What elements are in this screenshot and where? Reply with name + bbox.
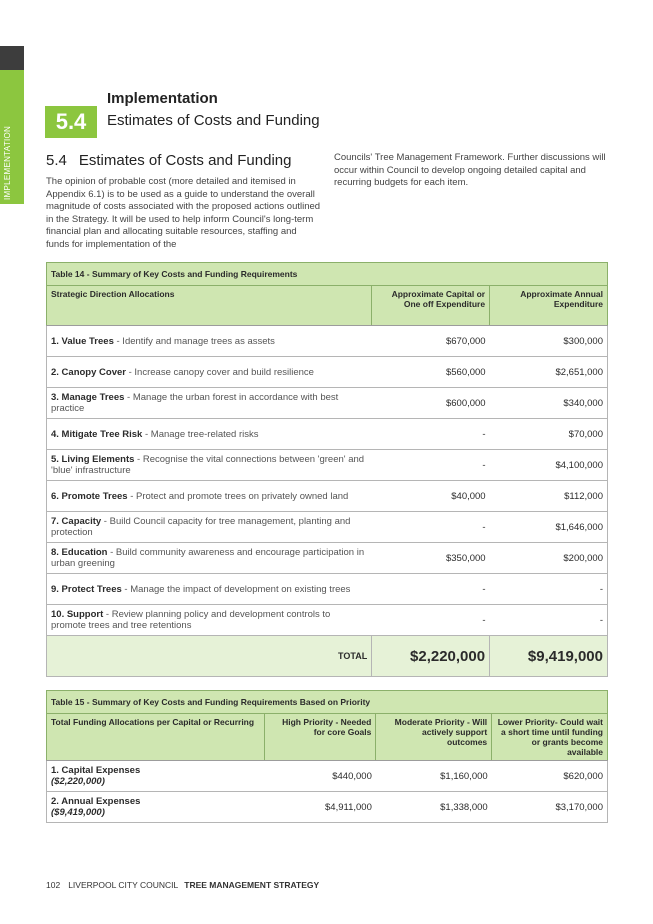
annual-cost-cell: $200,000	[490, 543, 608, 574]
row-description-cell	[47, 543, 372, 574]
table-row	[47, 605, 608, 636]
annual-cost-cell: $340,000	[490, 388, 608, 419]
capital-cost-cell: -	[372, 512, 490, 543]
row-description: - Increase canopy cover and build resilience	[125, 366, 314, 378]
table-14-header-direction: Strategic Direction Allocations	[47, 286, 372, 326]
allocation-cell	[47, 792, 265, 823]
row-description-cell	[47, 326, 372, 357]
row-label: 9. Protect Trees	[51, 583, 122, 595]
annual-cost-cell: -	[490, 605, 608, 636]
row-label: 4. Mitigate Tree Risk	[51, 428, 143, 440]
table-15	[46, 690, 608, 823]
capital-cost-cell: $600,000	[372, 388, 490, 419]
table-15-header-moderate: Moderate Priority - Will actively support outcomes	[376, 714, 492, 761]
high-priority-cell: $440,000	[264, 761, 376, 792]
section-heading-number: 5.4	[46, 152, 67, 169]
capital-cost-cell: $560,000	[372, 357, 490, 388]
table-15-header-high: High Priority - Needed for core Goals	[264, 714, 376, 761]
row-description: - Recognise the vital connections between 'green' and 'blue' infrastructure	[51, 454, 365, 476]
table-row	[47, 388, 608, 419]
annual-cost-cell: $300,000	[490, 326, 608, 357]
lower-priority-cell: $3,170,000	[492, 792, 608, 823]
row-label: 2. Canopy Cover	[51, 366, 126, 378]
capital-cost-cell: -	[372, 450, 490, 481]
annual-cost-cell: -	[490, 574, 608, 605]
row-description: - Manage tree-related risks	[142, 428, 259, 440]
section-number-badge: 5.4	[45, 106, 97, 138]
annual-cost-cell: $112,000	[490, 481, 608, 512]
allocation-total: ($2,220,000)	[51, 776, 105, 787]
row-description-cell	[47, 419, 372, 450]
table-14-caption-row	[47, 263, 608, 286]
allocation-label: 2. Annual Expenses	[51, 796, 141, 807]
table-15-caption: Table 15 - Summary of Key Costs and Funding Requirements Based on Priority	[47, 691, 608, 714]
row-label: 10. Support	[51, 609, 104, 620]
side-tab-marker	[0, 46, 24, 70]
table-14-header-annual: Approximate Annual Expenditure	[490, 286, 608, 326]
page-footer	[46, 880, 319, 890]
row-description-cell	[47, 605, 372, 636]
page-number: 102	[46, 880, 61, 890]
table-row	[47, 574, 608, 605]
row-description: - Build community awareness and encourage participation in urban greening	[51, 547, 365, 569]
annual-cost-cell: $2,651,000	[490, 357, 608, 388]
capital-cost-cell: $670,000	[372, 326, 490, 357]
section-heading	[46, 152, 291, 169]
row-description-cell	[47, 357, 372, 388]
capital-cost-cell: -	[372, 605, 490, 636]
table-row	[47, 792, 608, 823]
row-description-cell	[47, 388, 372, 419]
capital-cost-cell: -	[372, 574, 490, 605]
intro-paragraph-left: The opinion of probable cost (more detailed and itemised in Appendix 6.1) is to be used as a guide to understand the overall magnitude of costs associated with the proposed actions outlined in the Strategy. It will be used to help inform Council's long-term financial plan and allocating suitable resources, staffing and funds for implementation of the	[46, 176, 321, 250]
row-description: - Review planning policy and development controls to promote trees and tree retentions	[51, 609, 331, 631]
table-15-caption-row	[47, 691, 608, 714]
table-row	[47, 419, 608, 450]
row-label: 6. Promote Trees	[51, 490, 128, 502]
chapter-title: Implementation	[107, 90, 218, 107]
row-label: 1. Value Trees	[51, 335, 114, 347]
capital-cost-cell: $350,000	[372, 543, 490, 574]
row-description: - Manage the urban forest in accordance with best practice	[51, 392, 339, 414]
total-capital: $2,220,000	[372, 636, 490, 677]
footer-document-title: TREE MANAGEMENT STRATEGY	[184, 880, 320, 890]
row-label: 3. Manage Trees	[51, 392, 125, 403]
intro-paragraph-right: Councils' Tree Management Framework. Further discussions will occur within Council to develop ongoing detailed capital and recurring budgets for each item.	[334, 152, 606, 188]
table-14	[46, 262, 608, 677]
total-label: TOTAL	[47, 636, 372, 677]
table-15-header-row	[47, 714, 608, 761]
chapter-subtitle: Estimates of Costs and Funding	[107, 112, 320, 129]
table-row	[47, 326, 608, 357]
row-label: 8. Education	[51, 547, 108, 558]
total-annual: $9,419,000	[490, 636, 608, 677]
lower-priority-cell: $620,000	[492, 761, 608, 792]
allocation-cell	[47, 761, 265, 792]
row-description-cell	[47, 574, 372, 605]
table-row	[47, 761, 608, 792]
row-description: - Identify and manage trees as assets	[113, 335, 275, 347]
table-15-header-allocation: Total Funding Allocations per Capital or Recurring	[47, 714, 265, 761]
footer-organization: LIVERPOOL CITY COUNCIL	[68, 880, 179, 890]
table-14-header-row	[47, 286, 608, 326]
table-row	[47, 357, 608, 388]
section-heading-text: Estimates of Costs and Funding	[78, 152, 292, 169]
row-description-cell	[47, 481, 372, 512]
capital-cost-cell: -	[372, 419, 490, 450]
table-row	[47, 543, 608, 574]
annual-cost-cell: $70,000	[490, 419, 608, 450]
table-14-header-capital: Approximate Capital or One off Expenditure	[372, 286, 490, 326]
annual-cost-cell: $4,100,000	[490, 450, 608, 481]
row-label: 5. Living Elements	[51, 454, 135, 465]
row-description: - Protect and promote trees on privately owned land	[127, 490, 349, 502]
table-row	[47, 481, 608, 512]
table-14-total-row	[47, 636, 608, 677]
table-row	[47, 450, 608, 481]
row-label: 7. Capacity	[51, 516, 102, 527]
moderate-priority-cell: $1,338,000	[376, 792, 492, 823]
capital-cost-cell: $40,000	[372, 481, 490, 512]
row-description: - Build Council capacity for tree management, planting and protection	[51, 516, 351, 538]
row-description: - Manage the impact of development on existing trees	[121, 583, 351, 595]
table-row	[47, 512, 608, 543]
table-14-caption: Table 14 - Summary of Key Costs and Funding Requirements	[47, 263, 608, 286]
row-description-cell	[47, 450, 372, 481]
allocation-label: 1. Capital Expenses	[51, 765, 141, 776]
table-15-header-lower: Lower Priority- Could wait a short time until funding or grants become available	[492, 714, 608, 761]
side-tab-label: IMPLEMENTATION	[3, 125, 12, 200]
moderate-priority-cell: $1,160,000	[376, 761, 492, 792]
row-description-cell	[47, 512, 372, 543]
annual-cost-cell: $1,646,000	[490, 512, 608, 543]
allocation-total: ($9,419,000)	[51, 807, 105, 818]
high-priority-cell: $4,911,000	[264, 792, 376, 823]
